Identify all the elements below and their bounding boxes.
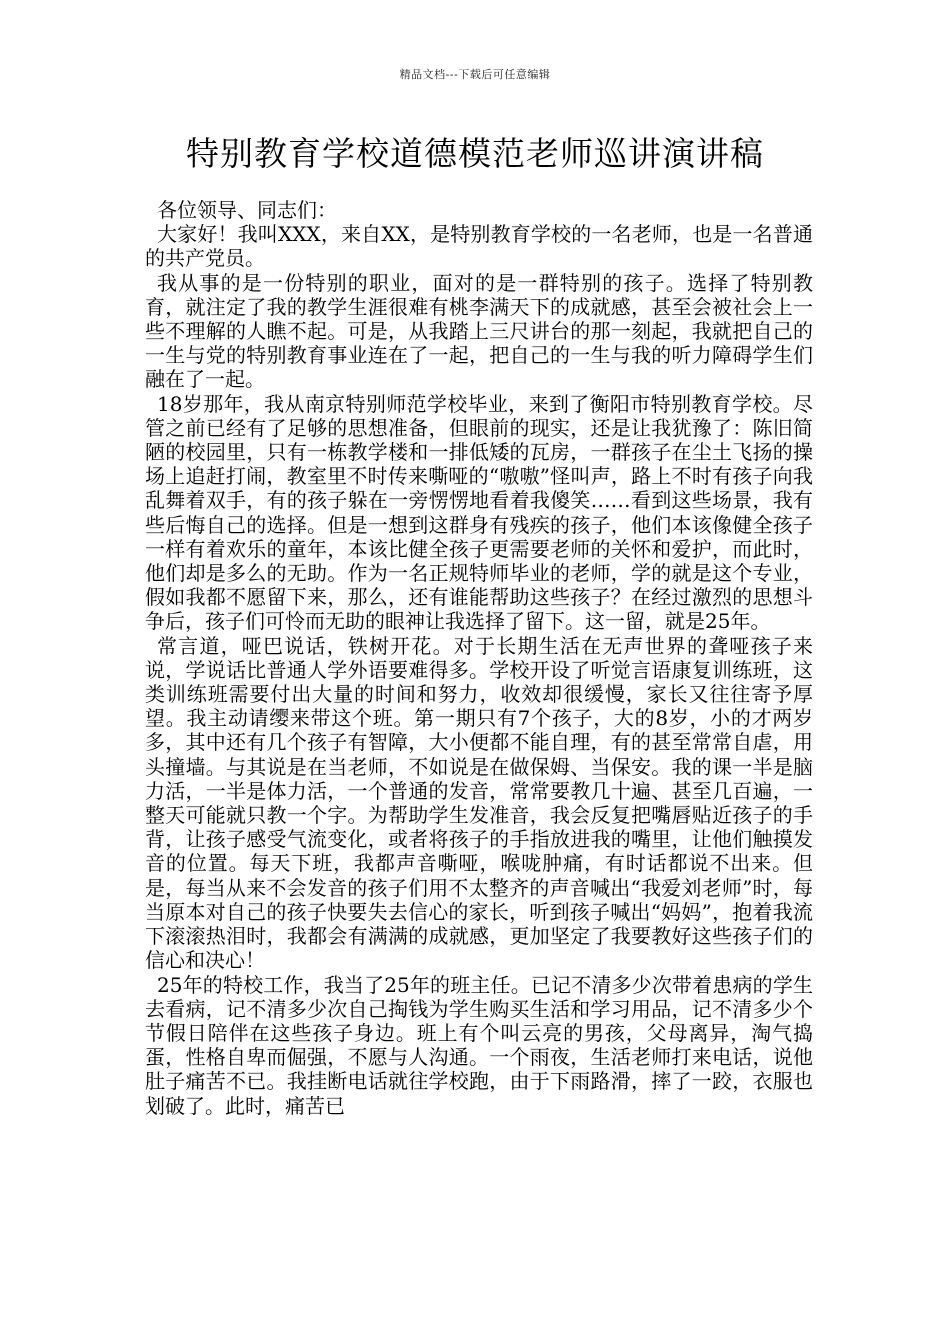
- body-paragraph: 18岁那年，我从南京特别师范学校毕业，来到了衡阳市特别教育学校。尽管之前已经有了足够的思想准备，但眼前的现实，还是让我犹豫了：陈旧简陋的校园里，只有一栋教学楼和一排低矮的瓦房，一群孩子在尘土飞扬的操场上追赶打闹，教室里不时传来嘶哑的“嗷嗷”怪叫声，路上不时有孩子向我乱舞着双手，有的孩子躲在一旁愣愣地看着我傻笑……看到这些场景，我有些后悔自己的选择。但是一想到这群身有残疾的孩子，他们本该像健全孩子一样有着欢乐的童年，本该比健全孩子更需要老师的关怀和爱护，而此时，他们却是多么的无助。作为一名正规特师毕业的老师，学的就是这个专业，假如我都不愿留下来，那么，还有谁能帮助这些孩子？在经过激烈的思想斗争后，孩子们可怜而无助的眼神让我选择了留下。这一留，就是25年。: [145, 391, 813, 634]
- body-paragraph: 常言道，哑巴说话，铁树开花。对于长期生活在无声世界的聋哑孩子来说，学说话比普通人学外语要难得多。学校开设了听觉言语康复训练班，这类训练班需要付出大量的时间和努力，收效却很缓慢，家长又往往寄予厚望。我主动请缨来带这个班。第一期只有7个孩子，大的8岁，小的才两岁多，其中还有几个孩子有智障，大小便都不能自理，有的甚至常常自虐，用头撞墙。与其说是在当老师，不如说是在做保姆、当保安。我的课一半是脑力活，一半是体力活，一个普通的发音，常常要教几十遍、甚至几百遍，一整天可能就只教一个字。为帮助学生发准音，我会反复把嘴唇贴近孩子的手背，让孩子感受气流变化，或者将孩子的手指放进我的嘴里，让他们触摸发音的位置。每天下班，我都声音嘶哑，喉咙肿痛，有时话都说不出来。但是，每当从来不会发音的孩子们用不太整齐的声音喊出“我爱刘老师”时，每当原本对自己的孩子快要失去信心的家长，听到孩子喊出“妈妈”，抱着我流下滚滚热泪时，我都会有满满的成就感，更加坚定了我要教好这些孩子们的信心和决心！: [145, 633, 813, 973]
- body-paragraph: 25年的特校工作，我当了25年的班主任。已记不清多少次带着患病的学生去看病，记不清多少次自己掏钱为学生购买生活和学习用品，记不清多少个节假日陪伴在这些孩子身边。班上有个叫云亮的男孩，父母离异，淘气捣蛋，性格自卑而倔强，不愿与人沟通。一个雨夜，生活老师打来电话，说他肚子痛苦不已。我挂断电话就往学校跑，由于下雨路滑，摔了一跤，衣服也划破了。此时，痛苦已: [145, 972, 813, 1118]
- body-paragraph: 我从事的是一份特别的职业，面对的是一群特别的孩子。选择了特别教育，就注定了我的教学生涯很难有桃李满天下的成就感，甚至会被社会上一些不理解的人瞧不起。可是，从我踏上三尺讲台的那一刻起，我就把自己的一生与党的特别教育事业连在了一起，把自己的一生与我的听力障碍学生们融在了一起。: [145, 270, 813, 392]
- body-paragraph: 大家好！我叫XXX，来自XX，是特别教育学校的一名老师，也是一名普通的共产党员。: [145, 222, 813, 271]
- header-note: 精品文档---下载后可任意编辑: [399, 68, 551, 81]
- document-body: [145, 198, 813, 1118]
- salutation-paragraph: 各位领导、同志们：: [157, 198, 337, 222]
- document-title: 特别教育学校道德模范老师巡讲演讲稿: [186, 134, 764, 173]
